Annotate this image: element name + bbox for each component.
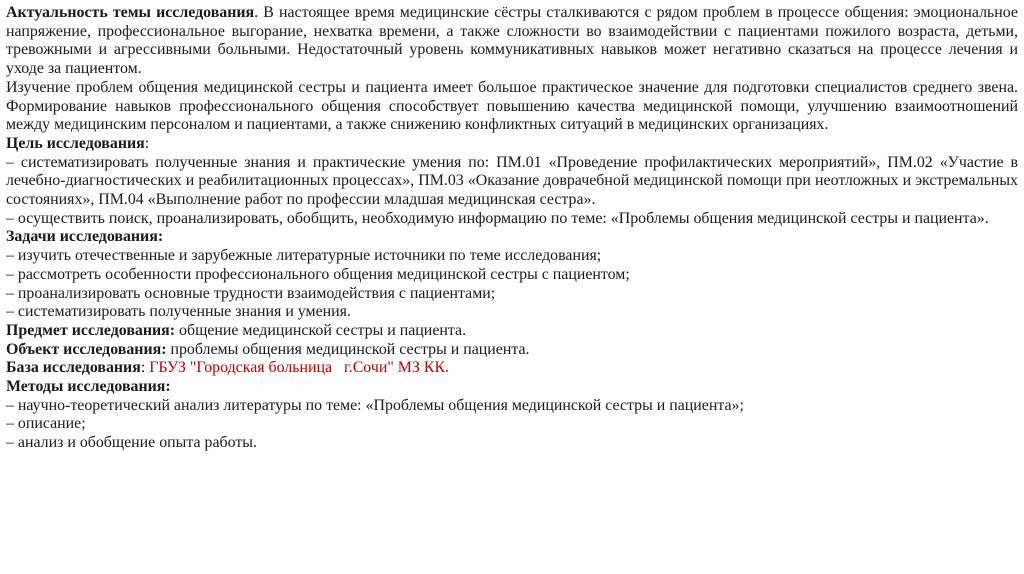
task-item: – систематизировать полученные знания и умения. bbox=[6, 303, 351, 321]
method-item: – анализ и обобщение опыта работы. bbox=[6, 434, 257, 452]
goal-label: Цель исследования bbox=[6, 134, 145, 152]
goal-item: – осуществить поиск, проанализировать, обобщить, необходимую информацию по теме: «Проблемы общения медицинской сестры и пациента». bbox=[6, 209, 989, 227]
goal-colon: : bbox=[144, 134, 150, 152]
goal-heading bbox=[6, 135, 1018, 154]
relevance-paragraph bbox=[6, 4, 1018, 79]
relevance-label: Актуальность темы исследования bbox=[6, 4, 255, 21]
methods-heading: Методы исследования: bbox=[6, 378, 171, 396]
task-item: – проанализировать основные трудности взаимодействия с пациентами; bbox=[6, 284, 496, 302]
object-line bbox=[6, 341, 1018, 360]
method-item: – научно-теоретический анализ литературы по теме: «Проблемы общения медицинской сестры и пациента»; bbox=[6, 396, 744, 414]
method-item: – описание; bbox=[6, 415, 86, 433]
subject-line bbox=[6, 322, 1018, 341]
task-item: – рассмотреть особенности профессионального общения медицинской сестры с пациентом; bbox=[6, 265, 630, 283]
base-line bbox=[6, 359, 1018, 378]
subject-label: Предмет исследования: bbox=[6, 321, 176, 339]
object-label: Объект исследования: bbox=[6, 340, 167, 358]
subject-value: общение медицинской сестры и пациента. bbox=[175, 321, 467, 339]
task-item: – изучить отечественные и зарубежные литературные источники по теме исследования; bbox=[6, 247, 602, 265]
goal-item: – систематизировать полученные знания и практические умения по: ПМ.01 «Проведение профилактических мероприятий», ПМ.02 «Участие в лечебно-диагностических и реабилитационных процессах», ПМ.03 «Оказание доврачебной медицинской помощи при неотложных и экстремальных состояниях», ПМ.04 «Выполнение работ по профессии младшая медицинская сестра». bbox=[6, 153, 1018, 209]
base-label: База исследования bbox=[6, 359, 141, 377]
document-body bbox=[6, 4, 1018, 453]
tasks-heading: Задачи исследования: bbox=[6, 228, 164, 246]
base-colon: : bbox=[140, 359, 150, 377]
relevance-text: . В настоящее время медицинские сёстры сталкиваются с рядом проблем в процессе общения: эмоциональное напряжение, профессиональное выгорание, нехватка времени, а также сложности во взаимодействии с пациентами пожилого возраста, детьми, тревожными и агрессивными больными. Недостаточный уровень коммуникативных навыков может негативно сказаться на процессе лечения и уходе за пациентом. bbox=[6, 4, 1018, 78]
object-value: проблемы общения медицинской сестры и пациента. bbox=[166, 340, 530, 358]
relevance-paragraph-2: Изучение проблем общения медицинской сестры и пациента имеет большое практическое значение для подготовки специалистов среднего звена. Формирование навыков профессионального общения способствует повышению качества медицинской помощи, улучшению взаимоотношений между медицинским персоналом и пациентами, а также снижению конфликтных ситуаций в медицинских организациях. bbox=[6, 78, 1018, 134]
base-value: ГБУЗ "Городская больница г.Сочи" МЗ КК. bbox=[149, 359, 450, 377]
